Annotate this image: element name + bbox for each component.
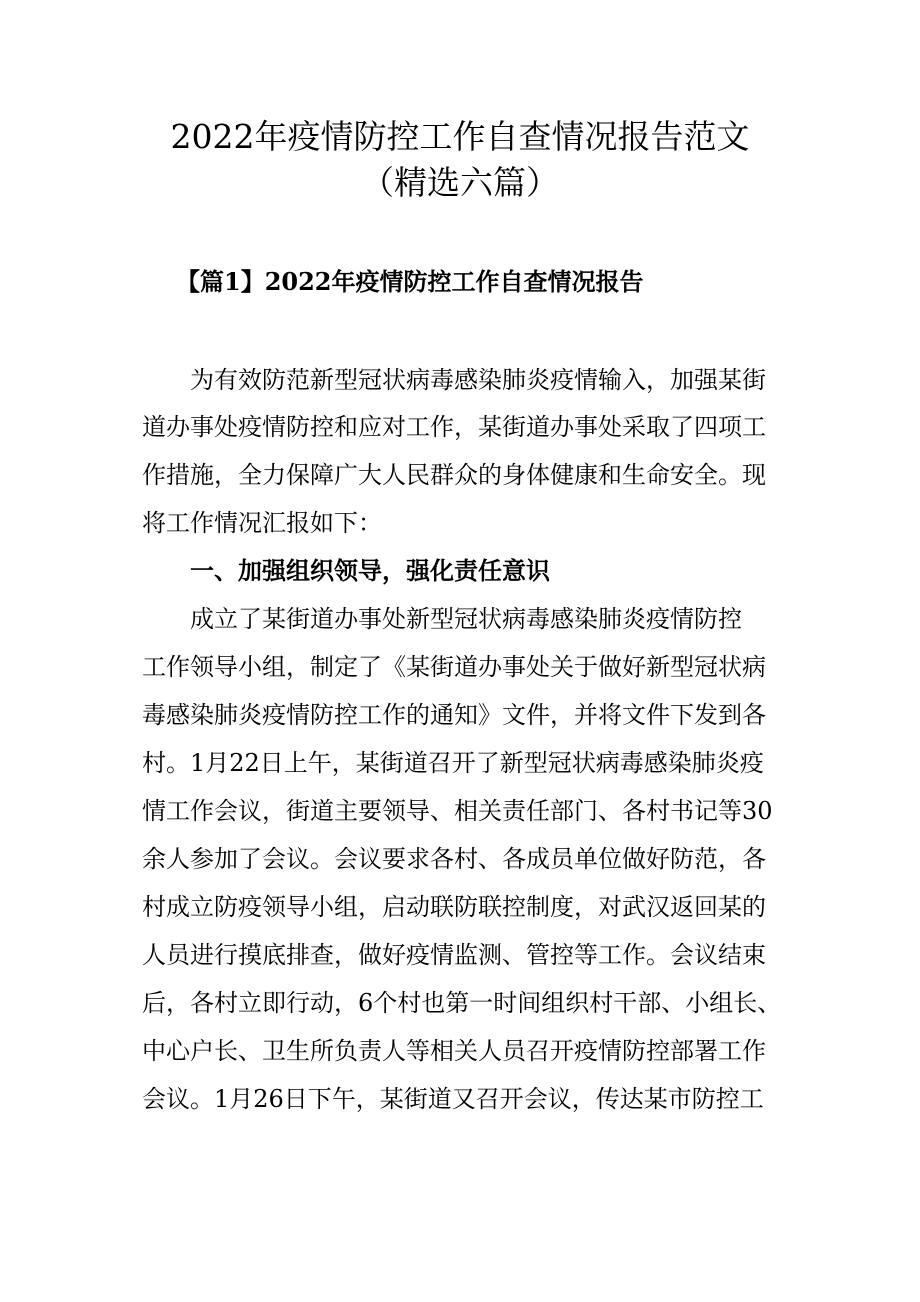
paragraph-line: 作措施，全力保障广大人民群众的身体健康和生命安全。现 — [142, 461, 766, 489]
section-heading: 【篇1】2022年疫情防控工作自查情况报告 — [176, 267, 644, 296]
paragraph-line: 后，各村立即行动，6个村也第一时间组织村干部、小组长、 — [142, 989, 782, 1017]
paragraph-line: 将工作情况汇报如下： — [142, 509, 382, 537]
paragraph-line: 余人参加了会议。会议要求各村、各成员单位做好防范，各 — [142, 845, 766, 873]
paragraph-line: 为有效防范新型冠状病毒感染肺炎疫情输入，加强某街 — [142, 366, 766, 394]
paragraph-line: 村。1月22日上午，某街道召开了新型冠状病毒感染肺炎疫 — [142, 749, 764, 777]
paragraph-line: 会议。1月26日下午，某街道又召开会议，传达某市防控工 — [142, 1085, 764, 1113]
paragraph-line: 道办事处疫情防控和应对工作，某街道办事处采取了四项工 — [142, 413, 766, 441]
paragraph-line: 人员进行摸底排查，做好疫情监测、管控等工作。会议结束 — [142, 941, 766, 969]
paragraph-line: 成立了某街道办事处新型冠状病毒感染肺炎疫情防控 — [142, 605, 742, 633]
paragraph-line: 毒感染肺炎疫情防控工作的通知》文件，并将文件下发到各 — [142, 701, 766, 729]
document-subtitle: （精选六篇） — [361, 163, 559, 202]
paragraph-line: 情工作会议，街道主要领导、相关责任部门、各村书记等30 — [142, 797, 773, 825]
paragraph-line: 村成立防疫领导小组，启动联防联控制度，对武汉返回某的 — [142, 893, 766, 921]
subsection-heading: 一、加强组织领导，强化责任意识 — [142, 556, 550, 585]
document-title: 2022年疫情防控工作自查情况报告范文 — [170, 117, 750, 156]
paragraph-line: 工作领导小组，制定了《某街道办事处关于做好新型冠状病 — [142, 653, 766, 681]
paragraph-line: 中心户长、卫生所负责人等相关人员召开疫情防控部署工作 — [142, 1037, 766, 1065]
